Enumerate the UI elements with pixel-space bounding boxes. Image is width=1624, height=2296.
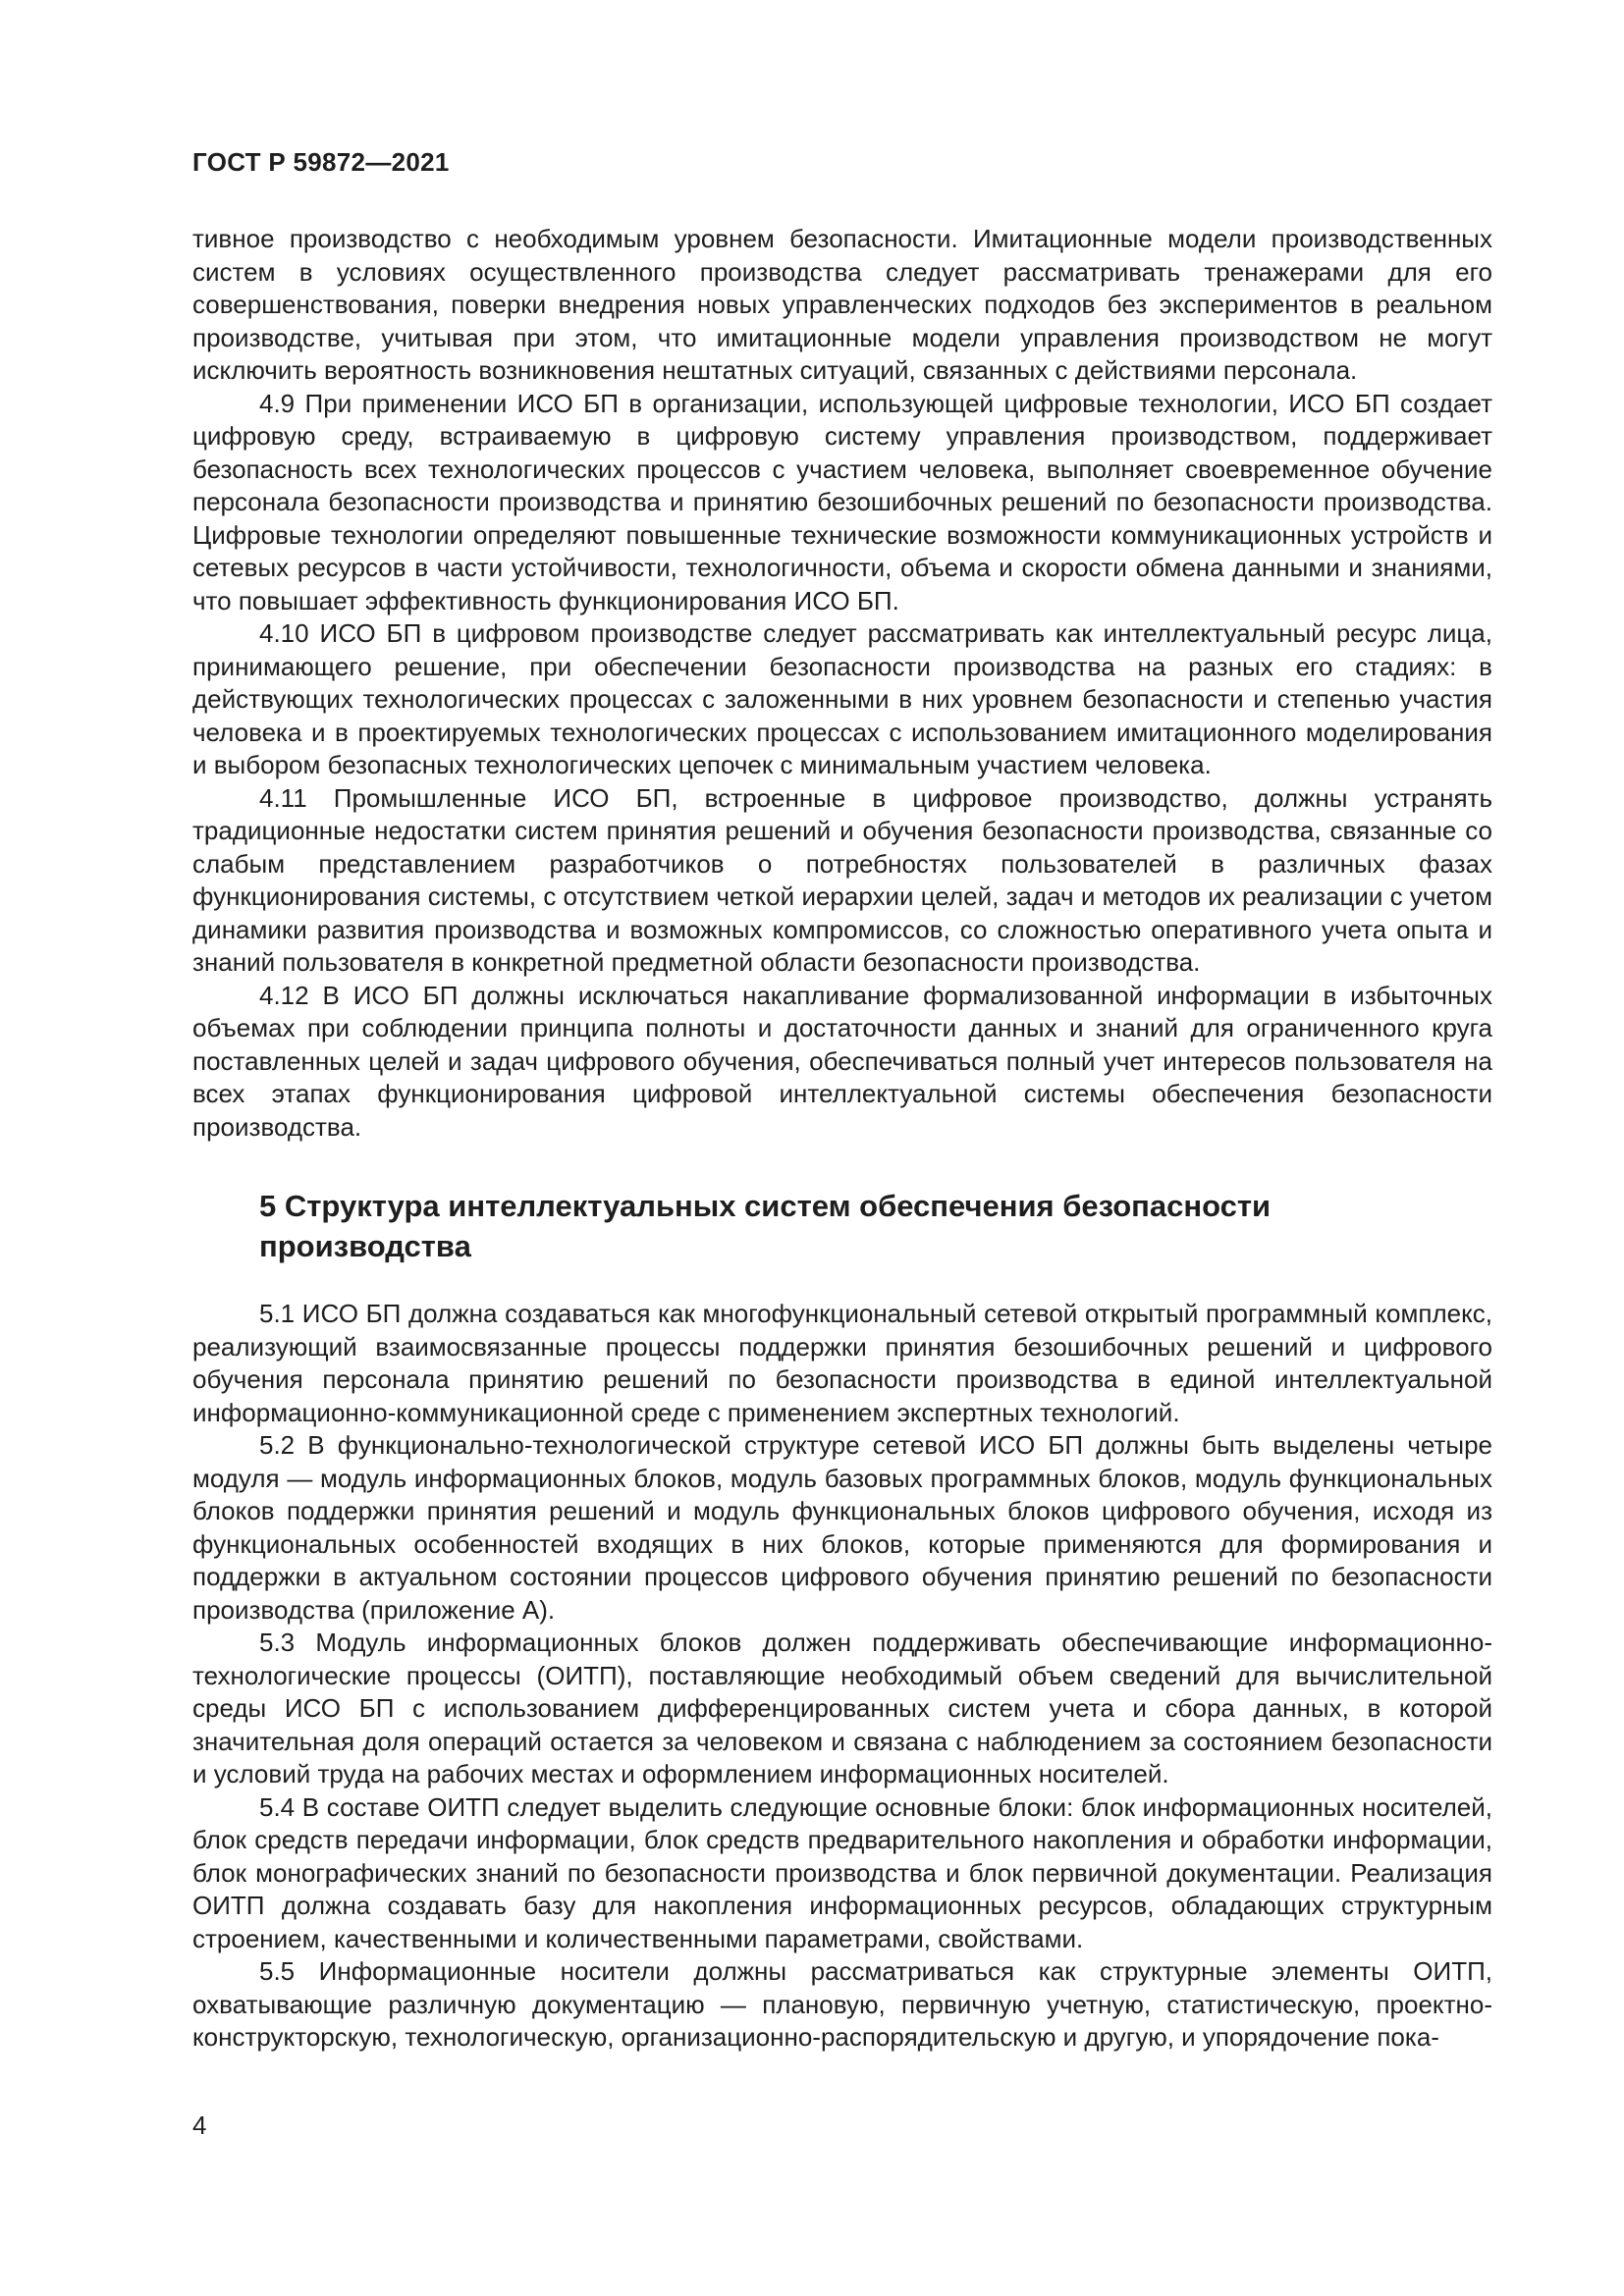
paragraph-4-10: 4.10 ИСО БП в цифровом производстве следует рассматривать как интеллектуальный ресурс лица, принимающего решение, при обеспечении безопасности производства на разных его стадиях: в действующих технологических процессах с заложенными в них уровнем безопасности и степенью участия человека и в проектируемых технологических процессах с использованием имитационного моделирования и выбором безопасных технологических цепочек с минимальным участием человека. <box>192 618 1492 779</box>
paragraph-5-5: 5.5 Информационные носители должны рассматриваться как структурные элементы ОИТП, охватывающие различную документацию — плановую, первичную учетную, статистическую, проектно-конструкторскую, технологическую, организационно-распорядительскую и другую, и упорядочение пока- <box>192 1956 1492 2052</box>
paragraph-5-1: 5.1 ИСО БП должна создаваться как многофункциональный сетевой открытый программный комплекс, реализующий взаимосвязанные процессы поддержки принятия безошибочных решений и цифрового обучения персонала принятию решений по безопасности производства в единой интеллектуальной информационно-коммуникационной среде с применением экспертных технологий. <box>192 1299 1492 1427</box>
page-header-standard-id: ГОСТ Р 59872—2021 <box>192 147 450 177</box>
paragraph-5-4: 5.4 В составе ОИТП следует выделить следующие основные блоки: блок информационных носителей, блок средств передачи информации, блок средств предварительного накопления и обработки информации, блок монографических знаний по безопасности производства и блок первичной документации. Реализация ОИТП должна создавать базу для накопления информационных ресурсов, обладающих структурным строением, качественными и количественными параметрами, свойствами. <box>192 1791 1492 1953</box>
paragraph-4-9: 4.9 При применении ИСО БП в организации, использующей цифровые технологии, ИСО БП создает цифровую среду, встраиваемую в цифровую систему управления производством, поддерживает безопасность всех технологических процессов с участием человека, выполняет своевременное обучение персонала безопасности производства и принятию безошибочных решений по безопасности производства. Цифровые технологии определяют повышенные технические возможности коммуникационных устройств и сетевых ресурсов в части устойчивости, технологичности, объема и скорости обмена данными и знаниями, что повышает эффективность функционирования ИСО БП. <box>192 388 1492 615</box>
section-5-heading: 5 Структура интеллектуальных систем обеспечения безопасности производства <box>259 1189 1272 1263</box>
paragraph-4-11: 4.11 Промышленные ИСО БП, встроенные в цифровое производство, должны устранять традиционные недостатки систем принятия решений и обучения безопасности производства, связанные со слабым представлением разработчиков о потребностях пользователей в различных фазах функционирования системы, с отсутствием четкой иерархии целей, задач и методов их реализации с учетом динамики развития производства и возможных компромиссов, со сложностью оперативного учета опыта и знаний пользователя в конкретной предметной области безопасности производства. <box>192 782 1492 977</box>
document-body <box>192 223 1492 2055</box>
paragraph-5-3: 5.3 Модуль информационных блоков должен поддерживать обеспечивающие информационно-технологические процессы (ОИТП), поставляющие необходимый объем сведений для вычислительной среды ИСО БП с использованием дифференцированных систем учета и сбора данных, в которой значительная доля операций остается за человеком и связана с наблюдением за состоянием безопасности и условий труда на рабочих местах и оформлением информационных носителей. <box>192 1628 1492 1789</box>
paragraph-5-2: 5.2 В функционально-технологической структуре сетевой ИСО БП должны быть выделены четыре модуля — модуль информационных блоков, модуль базовых программных блоков, модуль функциональных блоков поддержки принятия решений и модуль функциональных блоков цифрового обучения, исходя из функциональных особенностей входящих в них блоков, которые применяются для формирования и поддержки в актуальном состоянии процессов цифрового обучения принятию решений по безопасности производства (приложение А). <box>192 1430 1492 1625</box>
page-number: 4 <box>192 2110 207 2140</box>
paragraph-4-12: 4.12 В ИСО БП должны исключаться накапливание формализованной информации в избыточных объемах при соблюдении принципа полноты и достаточности данных и знаний для ограниченного круга поставленных целей и задач цифрового обучения, обеспечиваться полный учет интересов пользователя на всех этапах функционирования цифровой интеллектуальной системы обеспечения безопасности производства. <box>192 980 1492 1142</box>
paragraph-continuation: тивное производство с необходимым уровнем безопасности. Имитационные модели производственных систем в условиях осуществленного производства следует рассматривать тренажерами для его совершенствования, поверки внедрения новых управленческих подходов без экспериментов в реальном производстве, учитывая при этом, что имитационные модели управления производством не могут исключить вероятность возникновения нештатных ситуаций, связанных с действиями персонала. <box>192 224 1492 385</box>
